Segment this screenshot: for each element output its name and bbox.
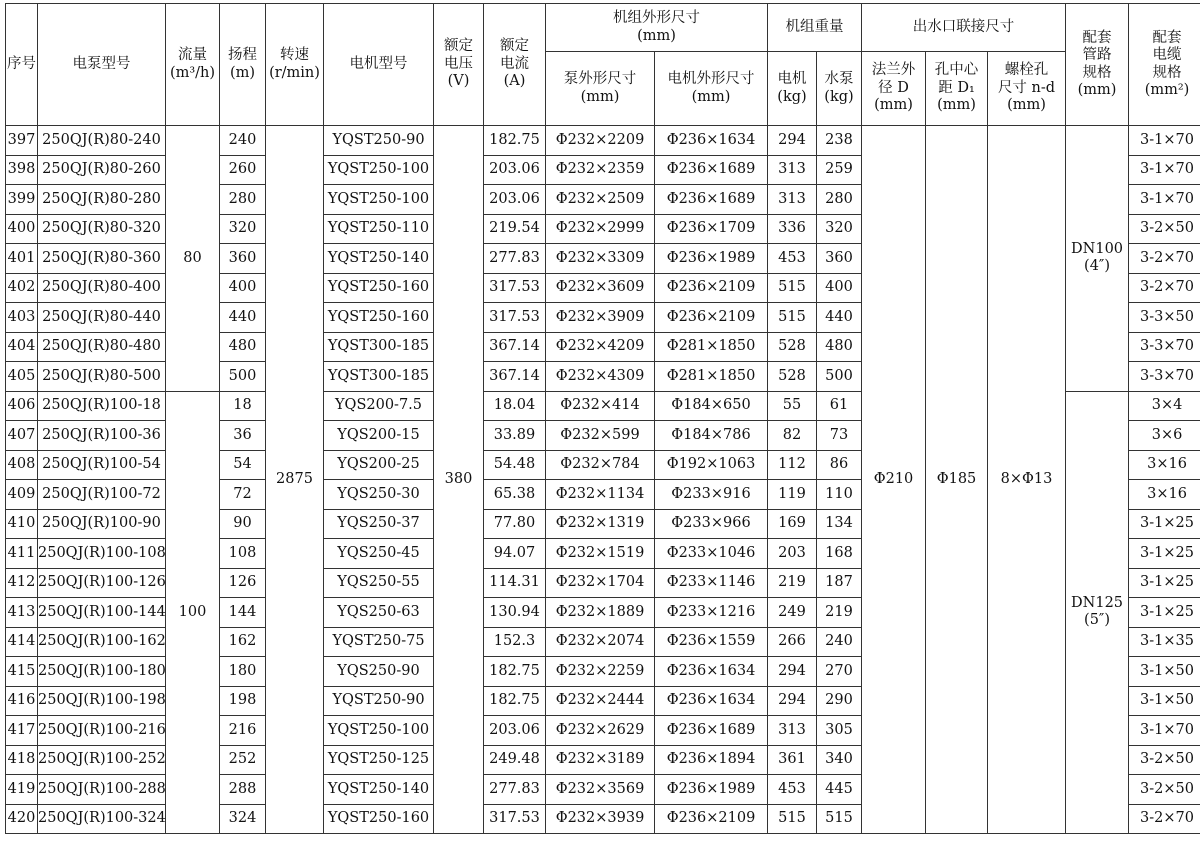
- cell-current: 182.75: [484, 657, 546, 687]
- cell-pump-dim: Φ232×599: [546, 421, 655, 451]
- cell-pipe-text: DN100 (4″): [1071, 240, 1124, 275]
- cell-no: 410: [6, 509, 38, 539]
- cell-motor-weight: 313: [768, 155, 817, 185]
- cell-model: 250QJ(R)100-126: [38, 568, 166, 598]
- cell-model: 250QJ(R)100-90: [38, 509, 166, 539]
- cell-motor-weight: 515: [768, 303, 817, 333]
- cell-pump-weight: 270: [817, 657, 862, 687]
- cell-motor-model: YQS250-37: [324, 509, 434, 539]
- cell-motor-model: YQST300-185: [324, 332, 434, 362]
- cell-head: 72: [220, 480, 266, 510]
- cell-pump-weight: 480: [817, 332, 862, 362]
- cell-cable: 3-2×70: [1129, 273, 1200, 303]
- cell-model: 250QJ(R)80-260: [38, 155, 166, 185]
- cell-head: 198: [220, 686, 266, 716]
- cell-head: 440: [220, 303, 266, 333]
- cell-motor-dim: Φ236×1634: [655, 686, 768, 716]
- cell-motor-weight: 266: [768, 627, 817, 657]
- cell-model: 250QJ(R)80-320: [38, 214, 166, 244]
- cell-pump-dim: Φ232×1519: [546, 539, 655, 569]
- cell-current: 219.54: [484, 214, 546, 244]
- cell-model: 250QJ(R)80-360: [38, 244, 166, 274]
- cell-cable: 3-1×25: [1129, 539, 1200, 569]
- cell-motor-dim: Φ281×1850: [655, 362, 768, 392]
- cell-motor-weight: 294: [768, 657, 817, 687]
- cell-current: 317.53: [484, 303, 546, 333]
- cell-cable: 3-1×25: [1129, 568, 1200, 598]
- cell-motor-weight: 294: [768, 126, 817, 156]
- cell-pump-weight: 400: [817, 273, 862, 303]
- cell-cable: 3-3×70: [1129, 332, 1200, 362]
- cell-model: 250QJ(R)100-72: [38, 480, 166, 510]
- cell-pipe: [1066, 126, 1129, 392]
- cell-pump-dim: Φ232×1704: [546, 568, 655, 598]
- cell-no: 403: [6, 303, 38, 333]
- cell-pump-dim: Φ232×2999: [546, 214, 655, 244]
- header-hole-center: 孔中心 距 D₁ (mm): [926, 52, 988, 126]
- cell-head: 180: [220, 657, 266, 687]
- cell-model: 250QJ(R)80-480: [38, 332, 166, 362]
- cell-pump-dim: Φ232×3569: [546, 775, 655, 805]
- cell-motor-weight: 82: [768, 421, 817, 451]
- cell-no: 408: [6, 450, 38, 480]
- cell-cable: 3-1×25: [1129, 509, 1200, 539]
- cell-current: 367.14: [484, 362, 546, 392]
- cell-motor-dim: Φ236×1689: [655, 185, 768, 215]
- cell-pump-weight: 259: [817, 155, 862, 185]
- cell-motor-model: YQST250-100: [324, 716, 434, 746]
- cell-pump-dim: Φ232×3309: [546, 244, 655, 274]
- cell-pump-dim: Φ232×3609: [546, 273, 655, 303]
- cell-motor-weight: 336: [768, 214, 817, 244]
- cell-no: 413: [6, 598, 38, 628]
- cell-pump-weight: 61: [817, 391, 862, 421]
- cell-current: 130.94: [484, 598, 546, 628]
- cell-speed-text: 2875: [276, 470, 313, 487]
- cell-motor-dim: Φ236×2109: [655, 804, 768, 834]
- cell-motor-dim: Φ281×1850: [655, 332, 768, 362]
- cell-head: 320: [220, 214, 266, 244]
- table-body: [6, 126, 1200, 834]
- cell-no: 409: [6, 480, 38, 510]
- cell-head: 240: [220, 126, 266, 156]
- header-bolt: 螺栓孔 尺寸 n-d (mm): [988, 52, 1066, 126]
- cell-motor-model: YQST250-140: [324, 244, 434, 274]
- cell-model: 250QJ(R)100-54: [38, 450, 166, 480]
- cell-model: 250QJ(R)100-288: [38, 775, 166, 805]
- cell-motor-dim: Φ236×2109: [655, 303, 768, 333]
- cell-current: 65.38: [484, 480, 546, 510]
- cell-motor-dim: Φ236×1989: [655, 244, 768, 274]
- cell-no: 416: [6, 686, 38, 716]
- cell-motor-weight: 219: [768, 568, 817, 598]
- cell-pump-dim: Φ232×2259: [546, 657, 655, 687]
- cell-motor-dim: Φ236×1559: [655, 627, 768, 657]
- cell-no: 404: [6, 332, 38, 362]
- cell-motor-model: YQS200-25: [324, 450, 434, 480]
- cell-motor-weight: 119: [768, 480, 817, 510]
- cell-pump-dim: Φ232×2209: [546, 126, 655, 156]
- cell-no: 420: [6, 804, 38, 834]
- cell-motor-dim: Φ184×786: [655, 421, 768, 451]
- cell-model: 250QJ(R)100-216: [38, 716, 166, 746]
- cell-pump-dim: Φ232×2444: [546, 686, 655, 716]
- cell-motor-model: YQS250-63: [324, 598, 434, 628]
- cell-pump-weight: 219: [817, 598, 862, 628]
- cell-head: 480: [220, 332, 266, 362]
- table-row: [6, 126, 1200, 156]
- cell-motor-weight: 453: [768, 244, 817, 274]
- cell-no: 402: [6, 273, 38, 303]
- cell-pump-weight: 500: [817, 362, 862, 392]
- cell-current: 114.31: [484, 568, 546, 598]
- cell-cable: 3-1×70: [1129, 155, 1200, 185]
- cell-head: 54: [220, 450, 266, 480]
- cell-current: 277.83: [484, 244, 546, 274]
- cell-no: 411: [6, 539, 38, 569]
- cell-head: 360: [220, 244, 266, 274]
- cell-no: 412: [6, 568, 38, 598]
- cell-current: 33.89: [484, 421, 546, 451]
- cell-flange-text: Φ210: [873, 470, 914, 487]
- header-motor-model: 电机型号: [324, 4, 434, 126]
- cell-motor-model: YQST300-185: [324, 362, 434, 392]
- cell-pump-dim: Φ232×3189: [546, 745, 655, 775]
- cell-model: 250QJ(R)100-162: [38, 627, 166, 657]
- cell-cable: 3-2×70: [1129, 804, 1200, 834]
- cell-cable: 3×16: [1129, 480, 1200, 510]
- header-speed: 转速 (r/min): [266, 4, 324, 126]
- cell-motor-weight: 313: [768, 716, 817, 746]
- cell-current: 277.83: [484, 775, 546, 805]
- cell-pump-weight: 238: [817, 126, 862, 156]
- header-weight-group: 机组重量: [768, 4, 862, 52]
- cell-motor-model: YQST250-90: [324, 126, 434, 156]
- cell-model: 250QJ(R)100-36: [38, 421, 166, 451]
- cell-no: 400: [6, 214, 38, 244]
- cell-motor-dim: Φ236×1634: [655, 126, 768, 156]
- header-pump-weight: 水泵 (kg): [817, 52, 862, 126]
- cell-hole-center: [926, 126, 988, 834]
- cell-pump-dim: Φ232×1319: [546, 509, 655, 539]
- cell-current: 54.48: [484, 450, 546, 480]
- cell-motor-weight: 55: [768, 391, 817, 421]
- cell-head: 216: [220, 716, 266, 746]
- cell-cable: 3×4: [1129, 391, 1200, 421]
- cell-pump-weight: 134: [817, 509, 862, 539]
- cell-current: 203.06: [484, 185, 546, 215]
- cell-motor-dim: Φ233×1046: [655, 539, 768, 569]
- cell-cable: 3-3×70: [1129, 362, 1200, 392]
- cell-motor-dim: Φ236×2109: [655, 273, 768, 303]
- header-no: 序号: [6, 4, 38, 126]
- cell-current: 317.53: [484, 804, 546, 834]
- cell-motor-model: YQS250-90: [324, 657, 434, 687]
- cell-cable: 3-1×25: [1129, 598, 1200, 628]
- cell-motor-dim: Φ236×1689: [655, 716, 768, 746]
- cell-no: 419: [6, 775, 38, 805]
- header-pipe: 配套 管路 规格 (mm): [1066, 4, 1129, 126]
- cell-head: 252: [220, 745, 266, 775]
- cell-model: 250QJ(R)100-18: [38, 391, 166, 421]
- cell-pump-weight: 320: [817, 214, 862, 244]
- cell-cable: 3-2×50: [1129, 745, 1200, 775]
- cell-hole-center-text: Φ185: [936, 470, 977, 487]
- cell-motor-model: YQST250-160: [324, 804, 434, 834]
- cell-motor-dim: Φ184×650: [655, 391, 768, 421]
- cell-motor-weight: 453: [768, 775, 817, 805]
- cell-current: 77.80: [484, 509, 546, 539]
- cell-head: 400: [220, 273, 266, 303]
- header-model: 电泵型号: [38, 4, 166, 126]
- cell-motor-model: YQST250-90: [324, 686, 434, 716]
- cell-head: 324: [220, 804, 266, 834]
- cell-motor-weight: 528: [768, 362, 817, 392]
- cell-motor-weight: 361: [768, 745, 817, 775]
- header-motor-dim: 电机外形尺寸 (mm): [655, 52, 768, 126]
- cell-model: 250QJ(R)100-144: [38, 598, 166, 628]
- cell-motor-dim: Φ236×1689: [655, 155, 768, 185]
- cell-motor-model: YQS250-30: [324, 480, 434, 510]
- cell-current: 152.3: [484, 627, 546, 657]
- cell-motor-weight: 515: [768, 804, 817, 834]
- cell-motor-model: YQST250-100: [324, 185, 434, 215]
- cell-motor-dim: Φ236×1894: [655, 745, 768, 775]
- cell-pump-weight: 73: [817, 421, 862, 451]
- cell-cable: 3-1×50: [1129, 686, 1200, 716]
- cell-cable: 3-1×70: [1129, 185, 1200, 215]
- cell-current: 18.04: [484, 391, 546, 421]
- cell-no: 397: [6, 126, 38, 156]
- cell-cable: 3-1×50: [1129, 657, 1200, 687]
- cell-no: 405: [6, 362, 38, 392]
- cell-model: 250QJ(R)100-180: [38, 657, 166, 687]
- cell-pump-weight: 187: [817, 568, 862, 598]
- header-voltage: 额定 电压 (V): [434, 4, 484, 126]
- cell-model: 250QJ(R)80-280: [38, 185, 166, 215]
- cell-pump-weight: 290: [817, 686, 862, 716]
- cell-no: 406: [6, 391, 38, 421]
- cell-model: 250QJ(R)100-198: [38, 686, 166, 716]
- cell-pump-weight: 86: [817, 450, 862, 480]
- cell-head: 144: [220, 598, 266, 628]
- cell-cable: 3×6: [1129, 421, 1200, 451]
- cell-motor-dim: Φ236×1634: [655, 657, 768, 687]
- cell-head: 288: [220, 775, 266, 805]
- header-dims-group: 机组外形尺寸 (mm): [546, 4, 768, 52]
- cell-motor-dim: Φ233×916: [655, 480, 768, 510]
- cell-motor-dim: Φ236×1709: [655, 214, 768, 244]
- cell-current: 203.06: [484, 716, 546, 746]
- cell-no: 399: [6, 185, 38, 215]
- cell-pump-dim: Φ232×3909: [546, 303, 655, 333]
- cell-motor-dim: Φ233×1216: [655, 598, 768, 628]
- cell-motor-dim: Φ236×1989: [655, 775, 768, 805]
- cell-motor-weight: 112: [768, 450, 817, 480]
- cell-motor-weight: 169: [768, 509, 817, 539]
- cell-current: 367.14: [484, 332, 546, 362]
- cell-model: 250QJ(R)80-440: [38, 303, 166, 333]
- cell-pump-weight: 515: [817, 804, 862, 834]
- cell-pump-weight: 440: [817, 303, 862, 333]
- cell-cable: 3-1×70: [1129, 126, 1200, 156]
- cell-no: 398: [6, 155, 38, 185]
- cell-voltage: [434, 126, 484, 834]
- cell-motor-weight: 528: [768, 332, 817, 362]
- cell-model: 250QJ(R)100-252: [38, 745, 166, 775]
- header-flow: 流量 (m³/h): [166, 4, 220, 126]
- cell-motor-weight: 294: [768, 686, 817, 716]
- cell-pipe-text: DN125 (5″): [1071, 594, 1124, 629]
- cell-motor-model: YQST250-75: [324, 627, 434, 657]
- cell-pump-weight: 168: [817, 539, 862, 569]
- cell-pump-dim: Φ232×784: [546, 450, 655, 480]
- cell-pump-dim: Φ232×4309: [546, 362, 655, 392]
- cell-cable: 3-1×70: [1129, 716, 1200, 746]
- pump-spec-table: [5, 3, 1200, 834]
- cell-pump-dim: Φ232×2359: [546, 155, 655, 185]
- cell-motor-model: YQST250-100: [324, 155, 434, 185]
- cell-flange: [862, 126, 926, 834]
- cell-pump-dim: Φ232×4209: [546, 332, 655, 362]
- cell-speed: [266, 126, 324, 834]
- cell-pump-dim: Φ232×1134: [546, 480, 655, 510]
- cell-head: 90: [220, 509, 266, 539]
- cell-head: 280: [220, 185, 266, 215]
- cell-motor-model: YQS250-45: [324, 539, 434, 569]
- cell-no: 418: [6, 745, 38, 775]
- cell-motor-model: YQST250-110: [324, 214, 434, 244]
- cell-pump-dim: Φ232×3939: [546, 804, 655, 834]
- cell-pump-dim: Φ232×2509: [546, 185, 655, 215]
- header-flange: 法兰外 径 D (mm): [862, 52, 926, 126]
- header-outlet-group: 出水口联接尺寸: [862, 4, 1066, 52]
- cell-no: 415: [6, 657, 38, 687]
- cell-model: 250QJ(R)100-324: [38, 804, 166, 834]
- cell-pump-weight: 360: [817, 244, 862, 274]
- cell-pump-weight: 305: [817, 716, 862, 746]
- cell-motor-weight: 313: [768, 185, 817, 215]
- table-header: [6, 4, 1200, 126]
- cell-motor-dim: Φ192×1063: [655, 450, 768, 480]
- cell-bolt: [988, 126, 1066, 834]
- cell-motor-model: YQST250-160: [324, 303, 434, 333]
- cell-motor-model: YQST250-125: [324, 745, 434, 775]
- cell-head: 500: [220, 362, 266, 392]
- cell-current: 249.48: [484, 745, 546, 775]
- cell-current: 317.53: [484, 273, 546, 303]
- cell-pump-weight: 240: [817, 627, 862, 657]
- cell-motor-model: YQS200-15: [324, 421, 434, 451]
- cell-pump-dim: Φ232×2629: [546, 716, 655, 746]
- cell-pump-dim: Φ232×414: [546, 391, 655, 421]
- header-motor-weight: 电机 (kg): [768, 52, 817, 126]
- cell-pump-weight: 445: [817, 775, 862, 805]
- cell-flow: [166, 126, 220, 392]
- cell-motor-weight: 203: [768, 539, 817, 569]
- cell-head: 36: [220, 421, 266, 451]
- header-pump-dim: 泵外形尺寸 (mm): [546, 52, 655, 126]
- header-head: 扬程 (m): [220, 4, 266, 126]
- header-cable: 配套 电缆 规格 (mm²): [1129, 4, 1200, 126]
- cell-no: 401: [6, 244, 38, 274]
- cell-motor-weight: 515: [768, 273, 817, 303]
- cell-current: 182.75: [484, 126, 546, 156]
- cell-current: 182.75: [484, 686, 546, 716]
- cell-flow-text: 100: [178, 603, 207, 620]
- cell-no: 417: [6, 716, 38, 746]
- header-current: 额定 电流 (A): [484, 4, 546, 126]
- cell-pump-weight: 280: [817, 185, 862, 215]
- cell-flow-text: 80: [183, 249, 202, 266]
- cell-no: 407: [6, 421, 38, 451]
- cell-current: 203.06: [484, 155, 546, 185]
- cell-motor-model: YQS250-55: [324, 568, 434, 598]
- cell-motor-dim: Φ233×966: [655, 509, 768, 539]
- cell-model: 250QJ(R)100-108: [38, 539, 166, 569]
- cell-pump-dim: Φ232×1889: [546, 598, 655, 628]
- cell-cable: 3-3×50: [1129, 303, 1200, 333]
- cell-pump-dim: Φ232×2074: [546, 627, 655, 657]
- cell-cable: 3-2×50: [1129, 214, 1200, 244]
- cell-bolt-text: 8×Φ13: [1000, 470, 1053, 487]
- cell-head: 18: [220, 391, 266, 421]
- cell-pipe: [1066, 391, 1129, 834]
- cell-head: 260: [220, 155, 266, 185]
- cell-cable: 3-1×35: [1129, 627, 1200, 657]
- cell-head: 108: [220, 539, 266, 569]
- cell-no: 414: [6, 627, 38, 657]
- cell-head: 162: [220, 627, 266, 657]
- cell-cable: 3×16: [1129, 450, 1200, 480]
- cell-motor-dim: Φ233×1146: [655, 568, 768, 598]
- cell-current: 94.07: [484, 539, 546, 569]
- cell-model: 250QJ(R)80-240: [38, 126, 166, 156]
- cell-cable: 3-2×70: [1129, 244, 1200, 274]
- cell-voltage-text: 380: [444, 470, 473, 487]
- cell-flow: [166, 391, 220, 834]
- cell-motor-model: YQST250-160: [324, 273, 434, 303]
- cell-model: 250QJ(R)80-500: [38, 362, 166, 392]
- cell-model: 250QJ(R)80-400: [38, 273, 166, 303]
- cell-pump-weight: 340: [817, 745, 862, 775]
- cell-cable: 3-2×50: [1129, 775, 1200, 805]
- cell-pump-weight: 110: [817, 480, 862, 510]
- cell-motor-weight: 249: [768, 598, 817, 628]
- cell-motor-model: YQST250-140: [324, 775, 434, 805]
- cell-motor-model: YQS200-7.5: [324, 391, 434, 421]
- cell-head: 126: [220, 568, 266, 598]
